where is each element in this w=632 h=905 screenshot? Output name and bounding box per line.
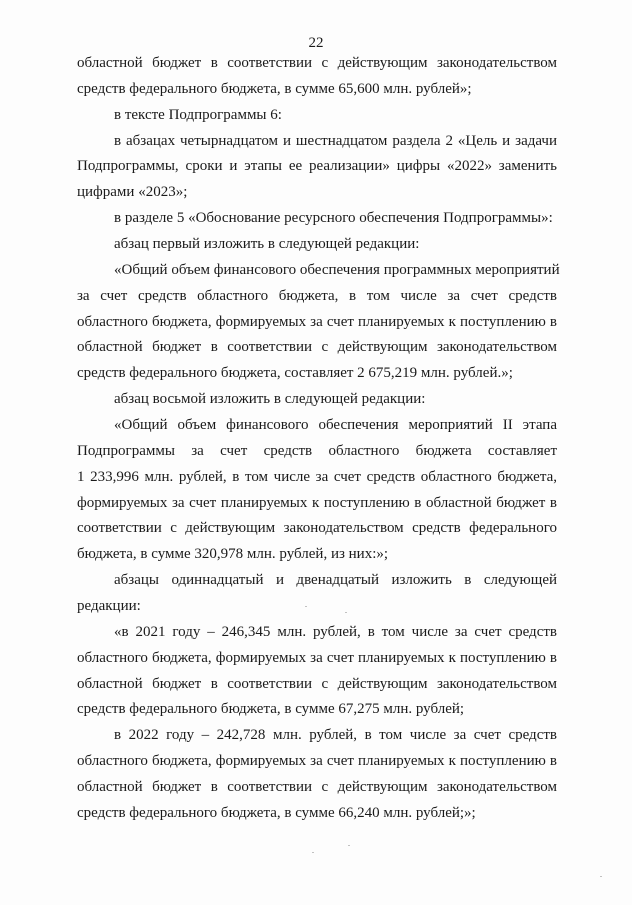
text-line: формируемых за счет планируемых к поступлению в областной бюджет в <box>77 495 557 511</box>
text-line: в 2022 году – 242,728 млн. рублей, в том числе за счет средств <box>114 727 557 743</box>
text-line: областного бюджета, формируемых за счет планируемых к поступлению в <box>77 650 557 666</box>
text-line: цифрами «2023»; <box>77 184 188 200</box>
text-line: за счет средств областного бюджета, в том числе за счет средств <box>77 288 557 304</box>
text-line: Подпрограммы, сроки и этапы ее реализации» цифры «2022» заменить <box>77 158 557 174</box>
text-line: «в 2021 году – 246,345 млн. рублей, в том числе за счет средств <box>114 624 557 640</box>
text-line: в абзацах четырнадцатом и шестнадцатом раздела 2 «Цель и задачи <box>114 133 557 149</box>
text-line: областной бюджет в соответствии с действующим законодательством <box>77 676 557 692</box>
text-line: средств федерального бюджета, в сумме 67,275 млн. рублей; <box>77 701 465 717</box>
text-line: Подпрограммы за счет средств областного бюджета составляет <box>77 443 557 459</box>
text-line: «Общий объем финансового обеспечения программных мероприятий <box>114 262 560 278</box>
scan-speck <box>348 845 350 846</box>
page-number: 22 <box>308 35 324 51</box>
text-line: бюджета, в сумме 320,978 млн. рублей, из них:»; <box>77 546 389 562</box>
scan-speck <box>312 852 314 853</box>
text-line: соответствии с действующим законодательством средств федерального <box>77 520 557 536</box>
text-line: 1 233,996 млн. рублей, в том числе за счет средств областного бюджета, <box>77 469 557 485</box>
text-line: редакции: <box>77 598 141 614</box>
text-line: абзац первый изложить в следующей редакции: <box>114 236 420 252</box>
scan-speck <box>345 612 347 613</box>
text-line: абзац восьмой изложить в следующей редакции: <box>114 391 426 407</box>
scan-speck <box>305 606 307 607</box>
text-line: областной бюджет в соответствии с действующим законодательством <box>77 55 557 71</box>
text-line: областной бюджет в соответствии с действующим законодательством <box>77 339 557 355</box>
text-line: областной бюджет в соответствии с действующим законодательством <box>77 779 557 795</box>
text-line: средств федерального бюджета, в сумме 65,600 млн. рублей»; <box>77 81 472 97</box>
text-line: областного бюджета, формируемых за счет планируемых к поступлению в <box>77 753 557 769</box>
text-line: областного бюджета, формируемых за счет планируемых к поступлению в <box>77 314 557 330</box>
text-line: в разделе 5 «Обоснование ресурсного обеспечения Подпрограммы»: <box>114 210 553 226</box>
text-line: средств федерального бюджета, в сумме 66,240 млн. рублей;»; <box>77 805 476 821</box>
text-line: абзацы одиннадцатый и двенадцатый изложить в следующей <box>114 572 557 588</box>
text-line: средств федерального бюджета, составляет 2 675,219 млн. рублей.»; <box>77 365 513 381</box>
text-line: «Общий объем финансового обеспечения мероприятий II этапа <box>114 417 557 433</box>
scan-speck <box>600 876 602 877</box>
text-line: в тексте Подпрограммы 6: <box>114 107 282 123</box>
